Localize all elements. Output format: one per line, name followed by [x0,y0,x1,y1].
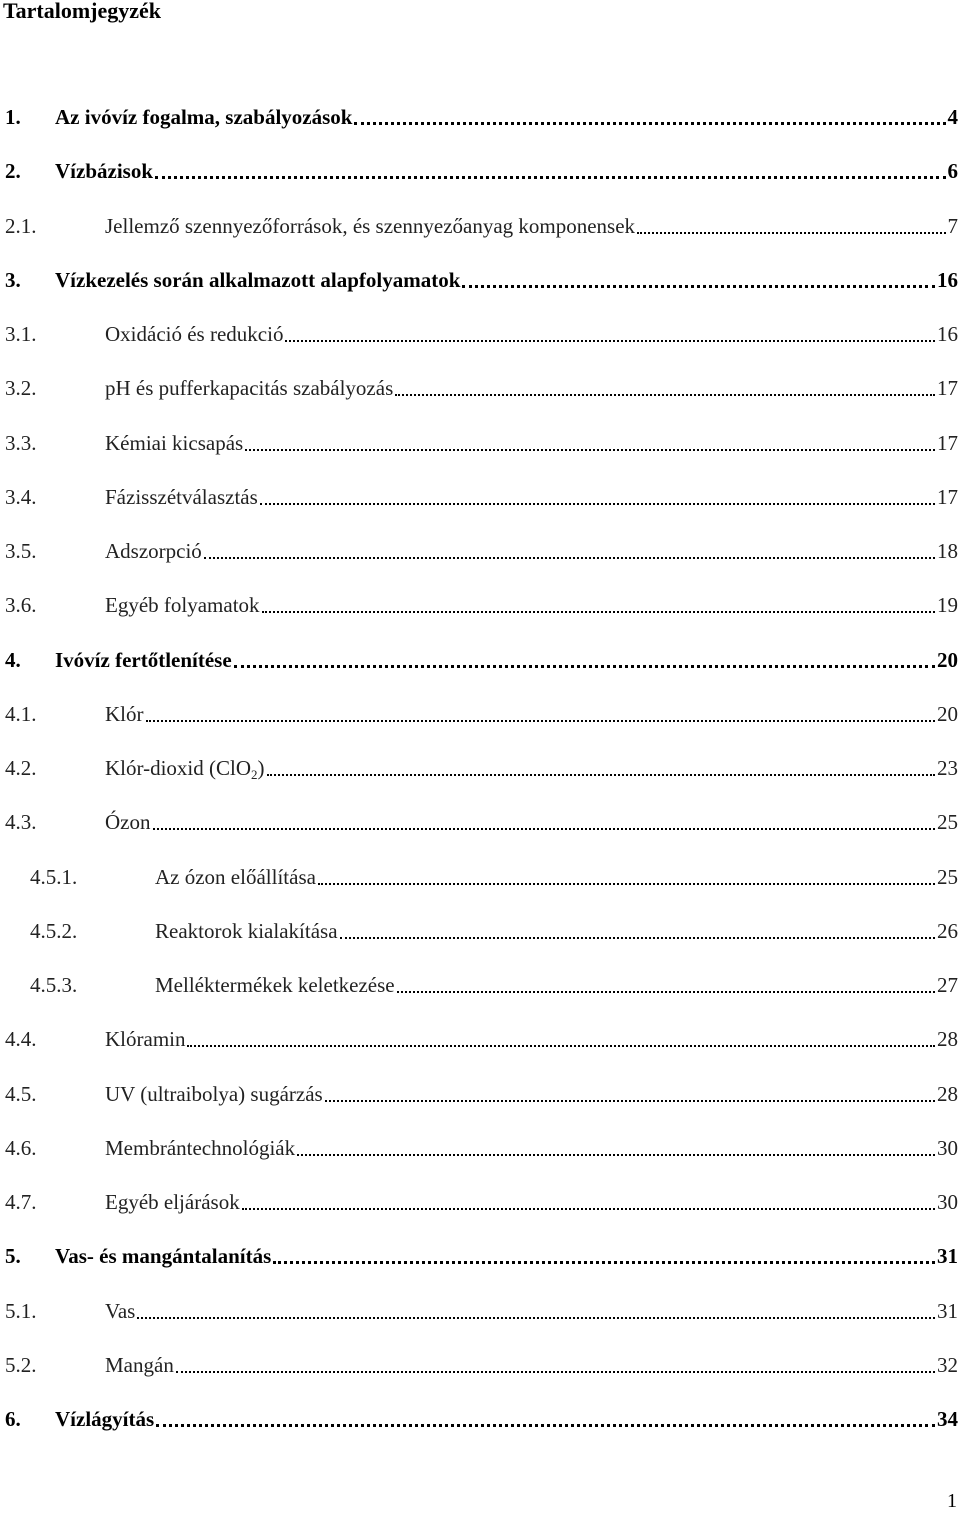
toc-entry-page: 17 [937,430,958,455]
toc-entry-number: 6. [5,1407,21,1431]
toc-entry[interactable] [5,1187,958,1217]
dot-leader [137,1296,935,1326]
dot-leader [397,970,935,1000]
toc-entry-title [105,211,635,241]
toc-entry-title [105,1350,174,1380]
dot-leader [242,1187,935,1217]
toc-entry-title [105,319,283,349]
toc-entry-title [155,916,338,946]
toc-entry-title-text: Fázisszétválasztás [105,484,258,509]
toc-entry[interactable] [5,265,958,295]
toc-entry-title-text: Egyéb folyamatok [105,593,260,618]
toc-entry-number: 4.5.3. [30,973,78,997]
toc-entry-page: 4 [947,105,958,129]
toc-entry-page: 17 [937,484,958,509]
toc-entry-title-suffix: ) [257,756,265,780]
toc-entry-number: 4. [5,647,21,672]
toc-entry-title-text: Vas- és mangántalanítás [55,1244,272,1269]
toc-entry[interactable] [5,1350,958,1380]
toc-entry-title [55,156,153,186]
toc-entry[interactable] [5,319,958,349]
toc-entry-number: 4.5.2. [30,918,78,943]
toc-entry-title-text: Klóramin [105,1027,186,1052]
toc-entry-title [105,753,265,783]
toc-entry-title [155,862,316,892]
toc-entry-title-text: Vízbázisok [55,159,154,184]
toc-entry-title-text: Klór-dioxid (ClO [105,756,251,780]
toc-entry[interactable] [5,482,958,512]
toc-entry-page: 34 [937,1407,958,1431]
dot-leader [156,1404,935,1434]
toc-entry-number: 3.6. [5,593,37,618]
toc-entry-title [105,482,258,512]
toc-entry-title [155,970,395,1000]
toc-entry-number: 4.5. [5,1081,37,1106]
toc-entry[interactable] [5,699,958,729]
dot-leader [153,807,936,837]
toc-entry-page: 30 [937,1190,958,1214]
toc-entry-title-text: Egyéb eljárások [105,1190,240,1214]
toc-entry-number: 5. [5,1244,21,1269]
toc-entry-page: 25 [937,864,958,889]
toc-entry[interactable] [5,807,958,837]
dot-leader [285,319,935,349]
toc-entry-page: 32 [937,1352,958,1377]
toc-entry-title [105,536,202,566]
toc-entry-number: 4.7. [5,1190,37,1214]
toc-entry-number: 4.5.1. [30,864,78,889]
toc-entry[interactable] [5,1079,958,1109]
toc-entry-title-text: Az ivóvíz fogalma, szabályozások [55,105,353,129]
toc-entry-title [55,1404,154,1434]
toc-entry-number: 5.1. [5,1298,37,1323]
toc-entry-title-text: Jellemző szennyezőforrások, és szennyezőanyag komponensek [105,213,636,238]
toc-entry-number: 3.1. [5,322,37,346]
dot-leader [155,156,945,186]
toc-entry-number: 1. [5,105,21,129]
toc-entry-title-text: Az ózon előállítása [155,864,316,889]
toc-entry-number: 2. [5,159,21,184]
toc-entry-number: 2.1. [5,213,37,238]
toc-entry-title-text: Membrántechnológiák [105,1135,296,1160]
dot-leader [318,862,935,892]
toc-entry-page: 28 [937,1027,958,1052]
toc-entry-page: 25 [937,810,958,835]
toc-entry-number: 4.4. [5,1027,37,1052]
dot-leader [297,1133,935,1163]
dot-leader [637,211,945,241]
toc-entry-title-text: Oxidáció és redukció [105,322,284,346]
dot-leader [146,699,936,729]
toc-entry-page: 30 [937,1135,958,1160]
toc-entry[interactable] [5,536,958,566]
toc-entry-page: 7 [947,213,958,238]
toc-entry[interactable] [5,1296,958,1326]
toc-entry-title-text: Klór [105,701,144,726]
toc-entry-title-text: Adszorpció [105,539,202,563]
dot-leader [267,753,936,783]
dot-leader [325,1079,935,1109]
toc-entry-title-text: Vízlágyítás [55,1407,155,1431]
toc-entry-page: 17 [937,376,958,401]
dot-leader [260,482,935,512]
toc-entry-page: 31 [937,1244,958,1269]
toc-entry[interactable] [5,428,958,458]
toc-entry-title-text: Melléktermékek keletkezése [155,973,395,997]
dot-leader [262,590,935,620]
toc-entry[interactable] [5,1241,958,1271]
toc-entry-title [105,428,243,458]
toc-entry-title-text: Mangán [105,1352,174,1377]
toc-entry[interactable] [30,916,958,946]
toc-entry-page: 28 [937,1081,958,1106]
toc-entry-title [105,807,151,837]
toc-entry-title-text: Reaktorok kialakítása [155,918,338,943]
toc-entry-number: 4.2. [5,756,37,780]
dot-leader [245,428,935,458]
toc-entry-page: 20 [937,647,958,672]
toc-entry-number: 4.6. [5,1135,37,1160]
toc-entry-title-text: UV (ultraibolya) sugárzás [105,1081,323,1106]
dot-leader [395,373,935,403]
toc-entry[interactable] [5,102,958,132]
dot-leader [187,1024,935,1054]
toc-entry[interactable] [5,1404,958,1434]
dot-leader [176,1350,935,1380]
dot-leader [234,645,935,675]
toc-entry-number: 3.2. [5,376,37,401]
toc-entry-title-text: Ivóvíz fertőtlenítése [55,647,232,672]
toc-entry-page: 31 [937,1298,958,1323]
toc-entry-number: 3.4. [5,484,37,509]
toc-entry-title [105,1079,323,1109]
toc-entry-number: 3.5. [5,539,37,563]
toc-entry-page: 16 [937,322,958,346]
toc-entry-title [105,373,393,403]
toc-entry-title [55,1241,271,1271]
toc-entry[interactable] [5,373,958,403]
toc-entry-page: 6 [947,159,958,184]
toc-entry[interactable] [5,1133,958,1163]
toc-entry-number: 3.3. [5,430,37,455]
toc-entry[interactable] [5,753,958,783]
toc-entry-title-text: Ózon [105,810,151,835]
toc-entry[interactable] [5,211,958,241]
toc-entry[interactable] [30,970,958,1000]
toc-entry-page: 23 [937,756,958,780]
toc-entry[interactable] [5,156,958,186]
toc-entry-title [55,265,460,295]
toc-entry-title [105,1187,240,1217]
toc-entry-title [55,102,352,132]
toc-entry-page: 19 [937,593,958,618]
toc-entry-title-text: Vízkezelés során alkalmazott alapfolyamatok [55,267,461,292]
dot-leader [462,265,935,295]
toc-entry-page: 27 [937,973,958,997]
toc-title: Tartalomjegyzék [3,0,162,23]
toc-entry-number: 3. [5,267,21,292]
toc-entry-page: 16 [937,267,958,292]
toc-entry-title [105,1296,135,1326]
toc-entry[interactable] [30,862,958,892]
toc-entry[interactable] [5,1024,958,1054]
toc-entry-title-text: pH és pufferkapacitás szabályozás [105,376,394,401]
page-number: 1 [947,1490,957,1512]
dot-leader [273,1241,935,1271]
toc-entry[interactable] [5,645,958,675]
toc-entry-number: 5.2. [5,1352,37,1377]
toc-entry-page: 18 [937,539,958,563]
toc-entry-page: 20 [937,701,958,726]
toc-entry-title [105,1133,295,1163]
toc-entry-title [105,1024,185,1054]
toc-entry-title [105,699,144,729]
dot-leader [340,916,935,946]
toc-entry-title-text: Vas [105,1298,136,1323]
toc-entry-title-text: Kémiai kicsapás [105,430,244,455]
toc-entry-number: 4.3. [5,810,37,835]
toc-entry-title [55,645,232,675]
toc-entry-number: 4.1. [5,701,37,726]
toc-entry-page: 26 [937,918,958,943]
toc-entry-subscript: 2 [251,767,258,782]
dot-leader [354,102,945,132]
toc-entry[interactable] [5,590,958,620]
dot-leader [204,536,935,566]
toc-entry-title [105,590,260,620]
